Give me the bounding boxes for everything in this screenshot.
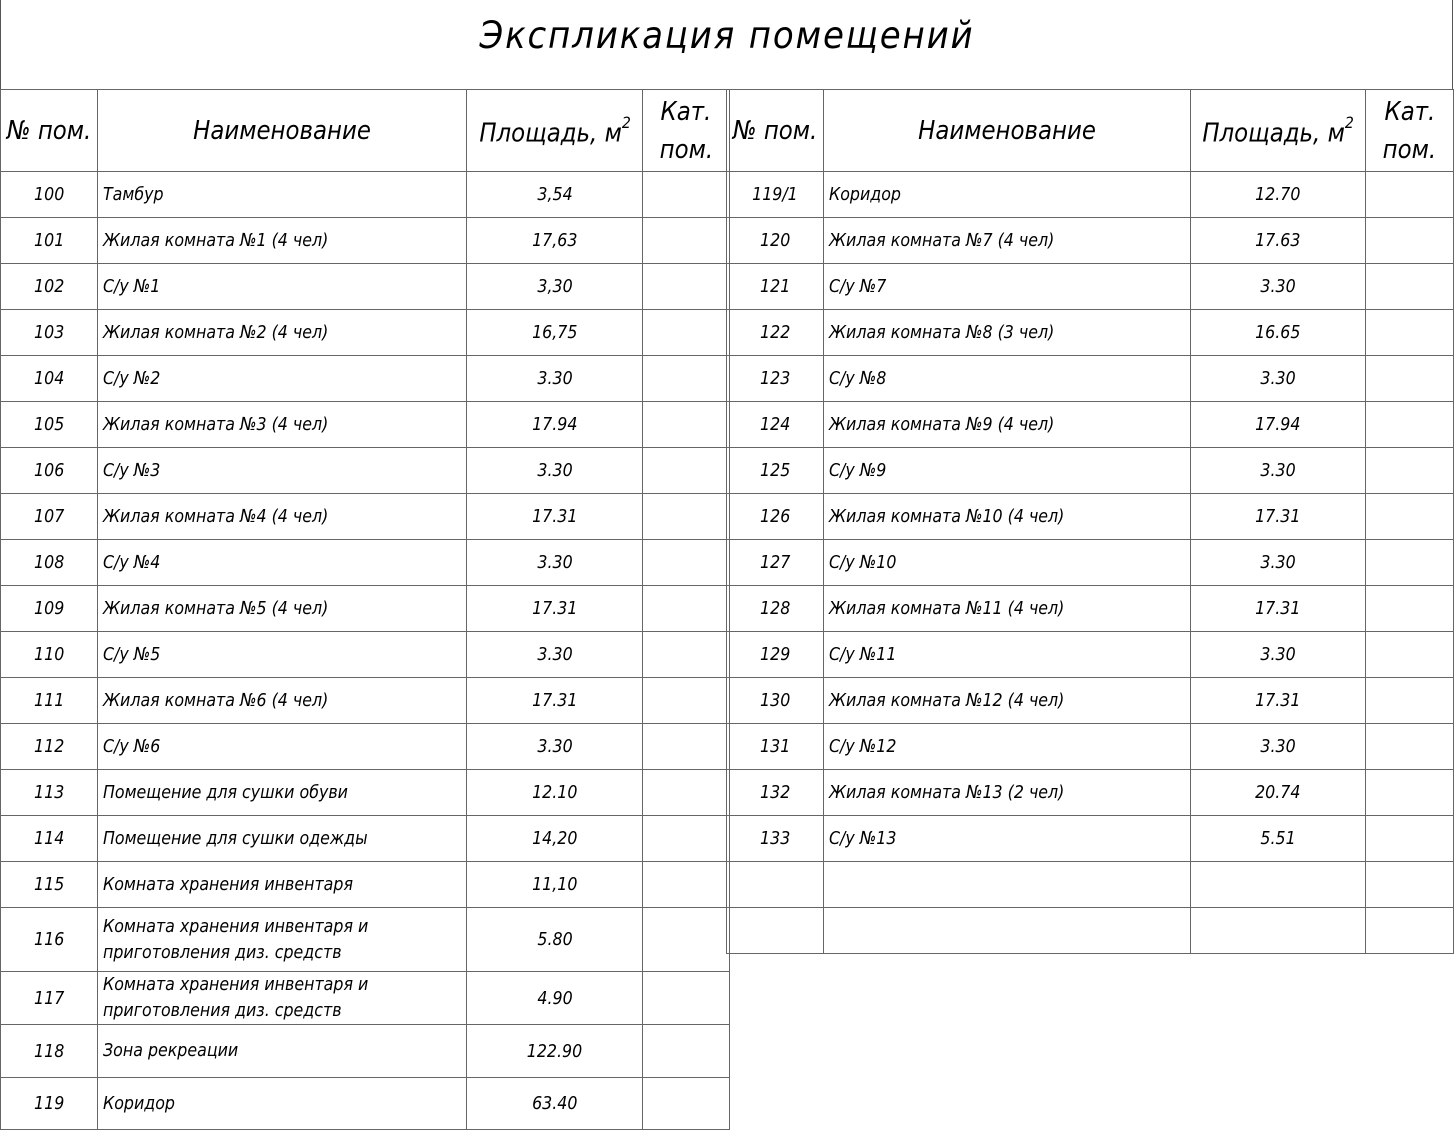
table-row [1, 678, 730, 724]
room-category [643, 310, 730, 356]
room-number [727, 862, 824, 908]
room-category [1365, 770, 1453, 816]
room-area: 3.30 [1190, 264, 1365, 310]
table-row [727, 816, 1454, 862]
room-area: 17,63 [467, 218, 643, 264]
header-area: Площадь, $м^2$ [1190, 90, 1365, 172]
room-category [1365, 540, 1453, 586]
room-name: Жилая комната №11 (4 чел) [824, 586, 1191, 632]
table-row [727, 540, 1454, 586]
room-number: 115 [1, 862, 98, 908]
room-area: 5.51 [1190, 816, 1365, 862]
room-category [1365, 816, 1453, 862]
room-category [643, 770, 730, 816]
rooms-table-right [726, 89, 1454, 954]
room-name: Комната хранения инвентаря [98, 862, 467, 908]
room-area: 3.30 [1190, 632, 1365, 678]
table-row [1, 264, 730, 310]
room-area: 3,30 [467, 264, 643, 310]
room-category [643, 862, 730, 908]
room-category [1365, 310, 1453, 356]
room-area: 17.31 [1190, 586, 1365, 632]
room-name: Жилая комната №3 (4 чел) [98, 402, 467, 448]
table-row [727, 402, 1454, 448]
rooms-table-left [0, 89, 730, 1130]
room-category [1365, 632, 1453, 678]
room-number: 100 [1, 172, 98, 218]
room-category [643, 494, 730, 540]
header-name: Наименование [824, 90, 1191, 172]
header-row [727, 90, 1454, 172]
room-name: С/у №1 [98, 264, 467, 310]
room-category [1365, 862, 1453, 908]
table-row [727, 862, 1454, 908]
room-area: 17.31 [1190, 494, 1365, 540]
room-area: 3.30 [467, 448, 643, 494]
table-row [727, 678, 1454, 724]
room-number: 111 [1, 678, 98, 724]
table-row [1, 448, 730, 494]
header-category: Кат. пом. [643, 90, 730, 172]
table-row [1, 908, 730, 972]
room-number: 105 [1, 402, 98, 448]
room-area: 3.30 [1190, 540, 1365, 586]
table-row [727, 448, 1454, 494]
room-number: 109 [1, 586, 98, 632]
room-name: Жилая комната №9 (4 чел) [824, 402, 1191, 448]
room-category [643, 402, 730, 448]
room-name: Тамбур [98, 172, 467, 218]
room-category [643, 172, 730, 218]
room-area: 3.30 [1190, 724, 1365, 770]
table-row [1, 586, 730, 632]
room-number: 107 [1, 494, 98, 540]
room-number: 121 [727, 264, 824, 310]
room-area: 17.31 [467, 494, 643, 540]
room-category [1365, 724, 1453, 770]
table-row [1, 310, 730, 356]
room-category [643, 586, 730, 632]
room-category [643, 972, 730, 1025]
room-name: Помещение для сушки одежды [98, 816, 467, 862]
header-category: Кат. пом. [1365, 90, 1453, 172]
room-category [643, 908, 730, 972]
table-row [727, 264, 1454, 310]
room-number [727, 908, 824, 954]
room-name: Жилая комната №8 (3 чел) [824, 310, 1191, 356]
room-number: 114 [1, 816, 98, 862]
room-category [1365, 586, 1453, 632]
room-category [643, 356, 730, 402]
room-area: 3.30 [467, 632, 643, 678]
room-number: 102 [1, 264, 98, 310]
room-category [1365, 264, 1453, 310]
room-area: 3.30 [1190, 448, 1365, 494]
room-category [1365, 402, 1453, 448]
room-area: 17.94 [467, 402, 643, 448]
table-row [727, 494, 1454, 540]
table-row [727, 356, 1454, 402]
room-name: Жилая комната №6 (4 чел) [98, 678, 467, 724]
header-number: № пом. [727, 90, 824, 172]
room-number: 101 [1, 218, 98, 264]
room-name: С/у №5 [98, 632, 467, 678]
room-number: 118 [1, 1025, 98, 1078]
table-row [1, 972, 730, 1025]
room-category [1365, 172, 1453, 218]
room-name: Зона рекреации [98, 1025, 467, 1078]
room-name: С/у №11 [824, 632, 1191, 678]
room-category [1365, 678, 1453, 724]
room-category [643, 1025, 730, 1078]
room-area [1190, 908, 1365, 954]
room-area: 16,75 [467, 310, 643, 356]
room-number: 130 [727, 678, 824, 724]
table-row [727, 632, 1454, 678]
header-area: Площадь, $м^2$ [467, 90, 643, 172]
room-number: 119 [1, 1078, 98, 1130]
room-name: С/у №4 [98, 540, 467, 586]
table-row [1, 494, 730, 540]
table-row [727, 310, 1454, 356]
room-name: Жилая комната №5 (4 чел) [98, 586, 467, 632]
room-number: 124 [727, 402, 824, 448]
table-row [1, 356, 730, 402]
room-area: 16.65 [1190, 310, 1365, 356]
room-name: Комната хранения инвентаря и приготовления диз. средств [98, 908, 467, 972]
room-number: 131 [727, 724, 824, 770]
room-area: 12.10 [467, 770, 643, 816]
room-name: С/у №12 [824, 724, 1191, 770]
room-number: 117 [1, 972, 98, 1025]
room-number: 120 [727, 218, 824, 264]
room-number: 126 [727, 494, 824, 540]
room-category [643, 448, 730, 494]
room-category [1365, 908, 1453, 954]
room-name [824, 862, 1191, 908]
table-row [1, 770, 730, 816]
room-area: 17.31 [467, 678, 643, 724]
room-name: С/у №13 [824, 816, 1191, 862]
room-area: 4.90 [467, 972, 643, 1025]
room-area: 3,54 [467, 172, 643, 218]
room-category [643, 1078, 730, 1130]
room-category [643, 816, 730, 862]
room-name: Коридор [824, 172, 1191, 218]
table-row [1, 1078, 730, 1130]
room-number: 128 [727, 586, 824, 632]
room-category [1365, 494, 1453, 540]
room-number: 133 [727, 816, 824, 862]
room-area: 20.74 [1190, 770, 1365, 816]
room-number: 129 [727, 632, 824, 678]
room-name: Жилая комната №2 (4 чел) [98, 310, 467, 356]
table-row [1, 632, 730, 678]
table-row [1, 862, 730, 908]
room-area: 5.80 [467, 908, 643, 972]
table-row [1, 724, 730, 770]
room-name: С/у №3 [98, 448, 467, 494]
room-area: 3.30 [467, 724, 643, 770]
room-name: С/у №10 [824, 540, 1191, 586]
room-name: Жилая комната №7 (4 чел) [824, 218, 1191, 264]
header-name: Наименование [98, 90, 467, 172]
table-row [727, 172, 1454, 218]
room-area: 11,10 [467, 862, 643, 908]
room-area: 122.90 [467, 1025, 643, 1078]
room-category [643, 264, 730, 310]
room-area: 63.40 [467, 1078, 643, 1130]
room-number: 104 [1, 356, 98, 402]
room-name: Коридор [98, 1078, 467, 1130]
room-area: 3.30 [467, 540, 643, 586]
table-row [727, 908, 1454, 954]
room-number: 103 [1, 310, 98, 356]
room-name: Жилая комната №13 (2 чел) [824, 770, 1191, 816]
room-name: Комната хранения инвентаря и приготовления диз. средств [98, 972, 467, 1025]
room-name: Жилая комната №1 (4 чел) [98, 218, 467, 264]
room-area [1190, 862, 1365, 908]
room-category [643, 218, 730, 264]
room-number: 108 [1, 540, 98, 586]
room-name: С/у №9 [824, 448, 1191, 494]
room-area: 17.31 [1190, 678, 1365, 724]
room-name: С/у №8 [824, 356, 1191, 402]
room-name: Жилая комната №10 (4 чел) [824, 494, 1191, 540]
room-number: 112 [1, 724, 98, 770]
room-name: Жилая комната №4 (4 чел) [98, 494, 467, 540]
room-area: 3.30 [467, 356, 643, 402]
table-row [1, 1025, 730, 1078]
table-row [727, 218, 1454, 264]
table-row [1, 402, 730, 448]
table-row [727, 586, 1454, 632]
room-number: 116 [1, 908, 98, 972]
room-area: 14,20 [467, 816, 643, 862]
room-area: 17.63 [1190, 218, 1365, 264]
room-number: 119/1 [727, 172, 824, 218]
room-number: 123 [727, 356, 824, 402]
room-number: 132 [727, 770, 824, 816]
room-category [1365, 218, 1453, 264]
table-row [1, 540, 730, 586]
header-number: № пом. [1, 90, 98, 172]
room-number: 110 [1, 632, 98, 678]
room-category [1365, 448, 1453, 494]
room-area: 17.31 [467, 586, 643, 632]
room-name: С/у №7 [824, 264, 1191, 310]
table-row [1, 816, 730, 862]
room-number: 113 [1, 770, 98, 816]
room-area: 17.94 [1190, 402, 1365, 448]
room-area: 3.30 [1190, 356, 1365, 402]
room-number: 127 [727, 540, 824, 586]
room-category [643, 632, 730, 678]
room-category [643, 540, 730, 586]
room-area: 12.70 [1190, 172, 1365, 218]
room-number: 122 [727, 310, 824, 356]
room-category [643, 724, 730, 770]
room-name: С/у №2 [98, 356, 467, 402]
page-title: Экспликация помещений [479, 14, 975, 57]
table-row [727, 770, 1454, 816]
table-row [1, 218, 730, 264]
header-row [1, 90, 730, 172]
room-name: Жилая комната №12 (4 чел) [824, 678, 1191, 724]
room-name [824, 908, 1191, 954]
room-name: Помещение для сушки обуви [98, 770, 467, 816]
room-category [1365, 356, 1453, 402]
room-number: 125 [727, 448, 824, 494]
room-number: 106 [1, 448, 98, 494]
room-category [643, 678, 730, 724]
room-name: С/у №6 [98, 724, 467, 770]
table-row [727, 724, 1454, 770]
table-row [1, 172, 730, 218]
